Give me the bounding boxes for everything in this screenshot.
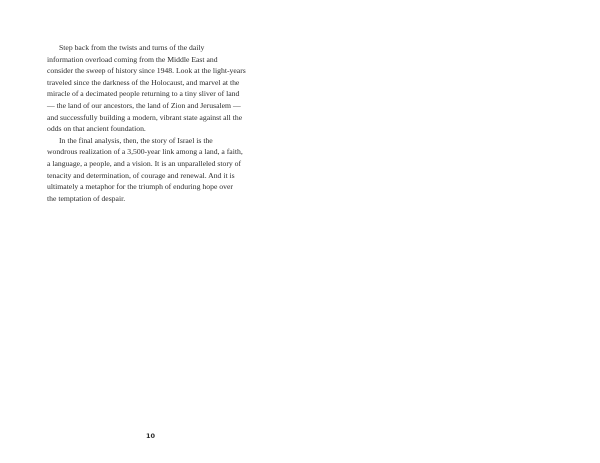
text-line: and successfully building a modern, vibrant state against all the: [47, 112, 243, 122]
paragraph-2: [47, 135, 272, 205]
text-line: — the land of our ancestors, the land of Zion and Jerusalem —: [47, 100, 241, 110]
text-line: In the final analysis, then, the story of Israel is the: [59, 135, 213, 145]
text-line: the temptation of despair.: [47, 193, 126, 203]
text-line: a language, a people, and a vision. It is an unparalleled story of: [47, 158, 242, 168]
text-line: odds on that ancient foundation.: [47, 124, 146, 134]
text-line: consider the sweep of history since 1948. Look at the light-years: [47, 66, 246, 76]
text-line: ultimately a metaphor for the triumph of enduring hope over: [47, 182, 233, 192]
text-line: information overload coming from the Middle East and: [47, 54, 218, 64]
text-line: tenacity and determination, of courage and renewal. And it is: [47, 170, 235, 180]
text-line: Step back from the twists and turns of the daily: [59, 43, 205, 52]
body-text: [47, 42, 272, 204]
paragraph-1: [47, 42, 272, 135]
page-number: 10: [146, 432, 156, 440]
text-line: traveled since the darkness of the Holocaust, and marvel at the: [47, 77, 240, 87]
text-line: miracle of a decimated people returning to a tiny sliver of land: [47, 89, 240, 99]
text-line: wondrous realization of a 3,500-year link among a land, a faith,: [47, 147, 243, 157]
